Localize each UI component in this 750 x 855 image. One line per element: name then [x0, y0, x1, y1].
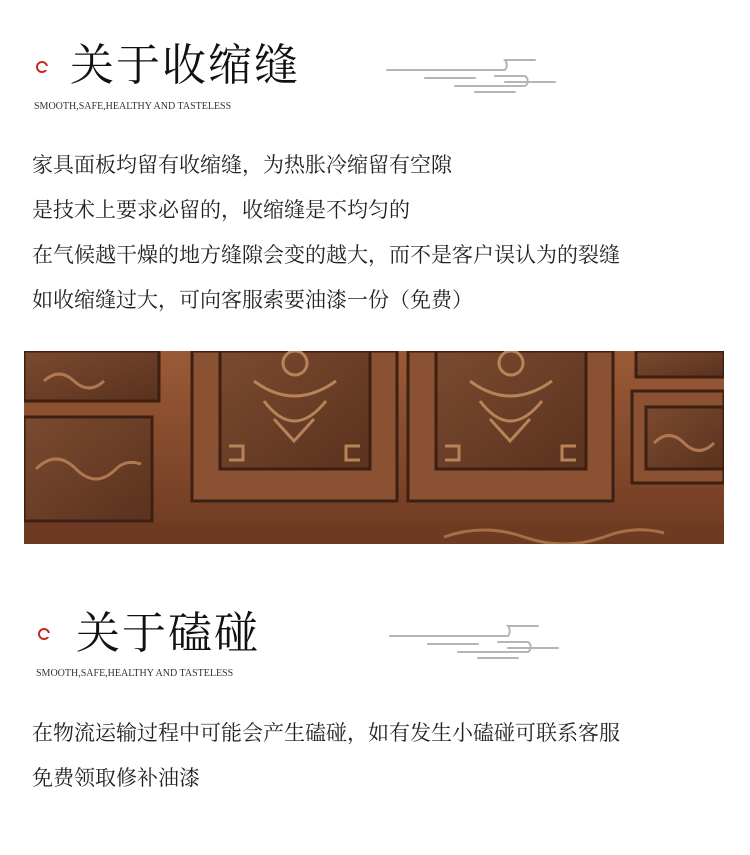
text-line: 在物流运输过程中可能会产生磕碰，如有发生小磕碰可联系客服: [32, 721, 620, 745]
section-subtitle: SMOOTH,SAFE,HEALTHY AND TASTELESS: [36, 668, 234, 679]
red-circle-icon: [38, 628, 50, 640]
section-header-bump: [0, 598, 750, 688]
text-line: 如收缩缝过大，可向客服索要油漆一份（免费）: [32, 288, 473, 312]
carved-cabinet-photo: [24, 351, 724, 544]
section-title: 关于磕碰: [76, 608, 260, 659]
cloud-ornament-icon: [388, 622, 568, 662]
section-subtitle: SMOOTH,SAFE,HEALTHY AND TASTELESS: [34, 101, 232, 112]
text-line: 免费领取修补油漆: [32, 766, 200, 790]
section-title: 关于收缩缝: [70, 40, 300, 91]
text-line: 是技术上要求必留的，收缩缝是不均匀的: [32, 198, 410, 222]
cloud-ornament-icon: [385, 56, 565, 96]
text-line: 家具面板均留有收缩缝，为热胀冷缩留有空隙: [32, 153, 452, 177]
shrinkage-description: [32, 143, 732, 323]
red-circle-icon: [36, 61, 48, 73]
bump-description: [32, 711, 732, 801]
text-line: 在气候越干燥的地方缝隙会变的越大，而不是客户误认为的裂缝: [32, 243, 620, 267]
section-header-shrinkage: [0, 30, 750, 120]
